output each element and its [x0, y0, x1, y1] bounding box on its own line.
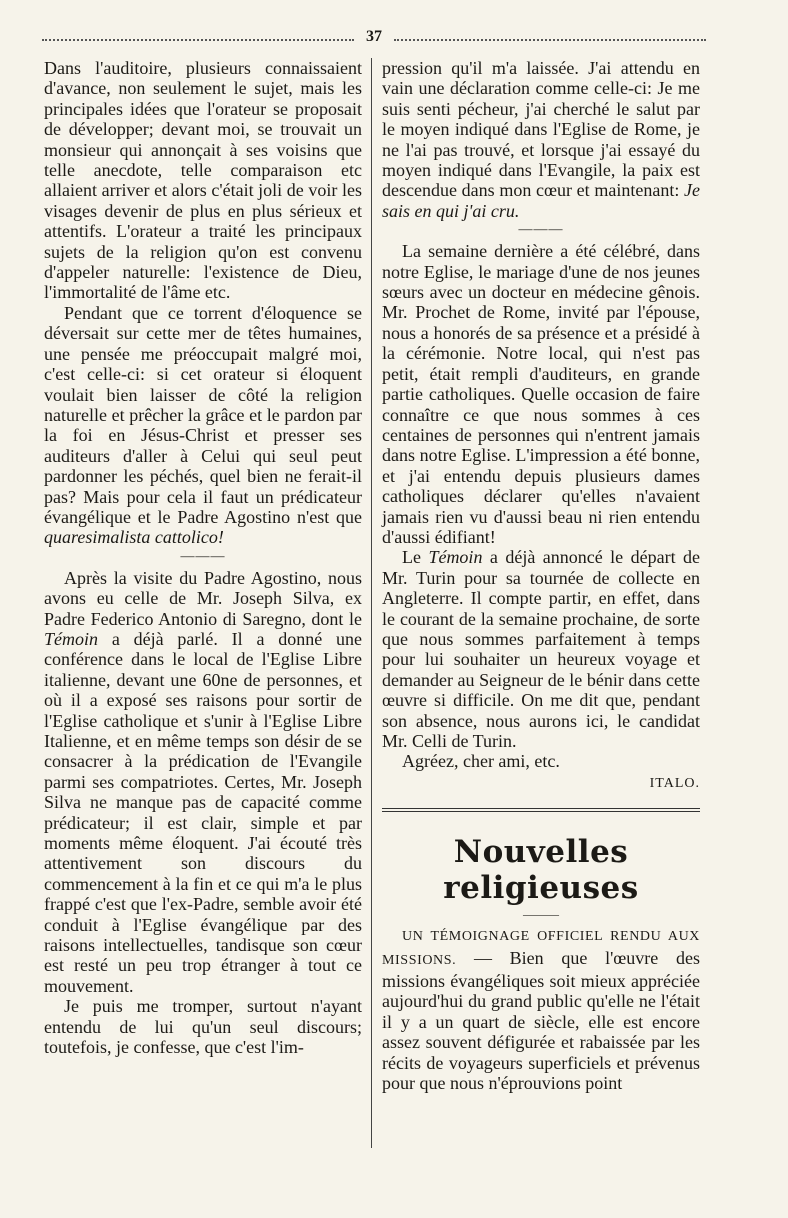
italic-text: Je sais en qui j'ai cru. [382, 180, 700, 221]
section-title: UN TÉMOIGNAGE OFFICIEL RENDU AUX MISSIONS. [382, 929, 700, 968]
paragraph: Je puis me tromper, surtout n'ayant entendu de lui qu'un seul discours; toutefois, je confesse, que c'est l'im- [44, 996, 362, 1058]
heading-separator: ——— [523, 907, 559, 922]
paragraph-text: a déjà parlé. Il a donné une conférence dans le local de l'Eglise Libre italienne, devant une 60ne de personnes, et où il a exposé ses raisons pour sortir de l'Eglise catholique et s'unir à l'Eglise Libre Italienne, et en même temps son désir de se consacrer à la prédication de l'Evangile parmi ses compatriotes. Certes, Mr. Joseph Silva ne manque pas de capacité comme prédicateur; il est clair, simple et par moments même éloquent. J'ai écouté très attentivement son discours du commencement à la fin et ce qui m'a le plus frappé c'est que l'ex-Padre, semble avoir été conduit à l'Eglise évangélique par des raisons intellectuelles, tandisque son cœur est resté un peu trop étranger à tout ce mouvement. [44, 628, 363, 996]
section-heading: Nouvelles religieuses [443, 834, 639, 907]
paragraph-text: a déjà annoncé le départ de Mr. Turin pour sa tournée de collecte en Angleterre. Il compte partir, en effet, dans le courant de la semaine prochaine, de sorte que nous sommes parfaitement à temps pour lui souhaiter un heureux voyage et demander au Seigneur de le bénir dans cette œuvre si difficile. On me dit que, pendant son absence, nous aurons ici, le candidat Mr. Celli de Turin. [382, 547, 701, 751]
double-rule [382, 808, 700, 812]
left-column [44, 58, 362, 1058]
paragraph-text: Après la visite du Padre Agostino, nous avons eu celle de Mr. Joseph Silva, ex Padre Federico Antonio di Saregno, dont le [44, 567, 362, 629]
section-separator: ——— [180, 548, 226, 564]
paragraph [44, 568, 362, 997]
paragraph [382, 58, 700, 221]
paragraph-text: Le [402, 547, 421, 568]
paragraph-text: pression qu'il m'a laissée. J'ai attendu en vain une déclaration comme celle-ci: Je me suis senti pécheur, j'ai cherché le salut par le moyen indiqué dans l'Eglise de Rome, je ne l'ai pas trouvé, et lorsque j'ai essayé du moyen indiqué dans l'Evangile, la paix est descendue dans mon cœur et maintenant: [382, 58, 700, 201]
column-divider [371, 58, 372, 1148]
header-rule-right [394, 39, 706, 41]
italic-text: quaresimalista cattolico! [44, 527, 224, 548]
page-header [42, 30, 706, 48]
paragraph-text: Pendant que ce torrent d'éloquence se déversait sur cette mer de têtes humaines, une pensée me préoccupait malgré moi, c'est celle-ci: si cet orateur si éloquent voulait bien laisser de côté la religion naturelle et prêcher la grâce et le pardon par la foi en Jésus-Christ et presser ses auditeurs d'aller à Celui qui seul peut pardonner les péchés, quel bien ne ferait-il pas? Mais pour cela il faut un prédicateur évangélique et le Padre Agostino n'est que [44, 302, 362, 527]
signature: ITALO. [649, 775, 700, 791]
section-separator: ——— [518, 222, 564, 238]
page-number: 37 [366, 28, 382, 45]
italic-text: Témoin [428, 547, 483, 568]
paragraph: Dans l'auditoire, plusieurs connaissaient d'avance, non seulement le sujet, mais les principales idées que l'orateur se proposait de développer; devant moi, se trouvait un monsieur qui annonçait à ses voisins que telle anecdote, telle comparaison etc allaient arriver et alors c'était joli de voir les visages devenir de plus en plus sérieux et attentifs. L'orateur a traité les principaux sujets de la religion qu'on est convenu d'appeler naturelle: l'existence de Dieu, l'immortalité de l'âme etc. [44, 58, 362, 303]
header-rule-left [42, 39, 354, 41]
right-column [382, 58, 700, 1093]
italic-text: Témoin [44, 628, 98, 649]
paragraph-text: — Bien que l'œuvre des missions évangéliques soit mieux appréciée aujourd'hui du grand public qu'elle ne l'était il y a un quart de siècle, elle est encore assez souvent défigurée et rabaissée par les récits de voyageurs superficiels et prévenus pour que nous n'éprouvions point [382, 947, 700, 1094]
paragraph [382, 547, 700, 751]
paragraph [44, 303, 362, 548]
paragraph [382, 924, 700, 1093]
closing-line: Agréez, cher ami, etc. [402, 751, 560, 772]
paragraph: La semaine dernière a été célébré, dans notre Eglise, le mariage d'une de nos jeunes sœurs avec un docteur en médecine gênois. Mr. Prochet de Rome, invité par l'épouse, nous a honorés de sa présence et a présidé à la cérémonie. Notre local, qui n'est pas petit, était rempli d'auditeurs, en grande partie catholiques. Quelle occasion de faire connaître ce que nous sommes à ces centaines de personnes qui n'entrent jamais dans notre Eglise. L'impression a été bonne, et j'ai entendu depuis plusieurs dames catholiques déclarer qu'elles n'avaient jamais rien vu d'aussi beau ni rien entendu d'aussi édifiant! [382, 241, 700, 547]
